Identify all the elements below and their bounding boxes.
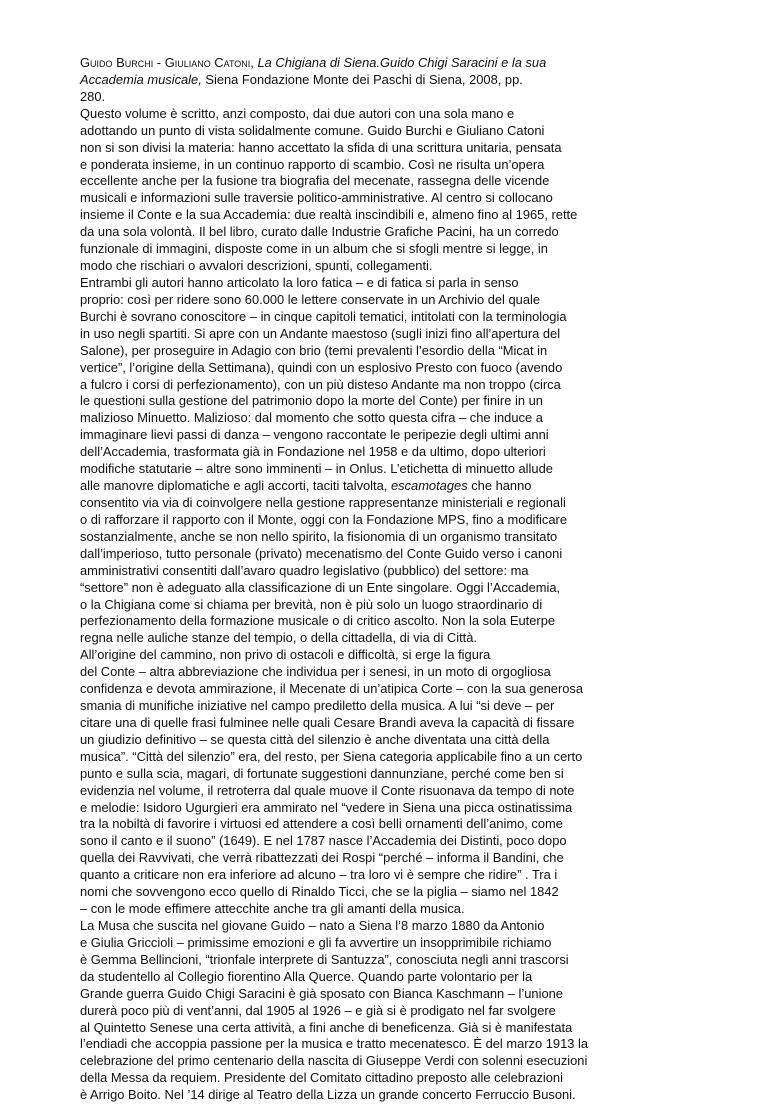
text-line: citare una di quelle frasi fulminee nelle quali Cesare Brandi aveva la capacità di fissare [80,714,575,730]
text-line: nomi che sovvengono ecco quello di Rinaldo Ticci, che se la piglia – siamo nel 1842 [80,884,559,900]
text-line: confidenza e devota ammirazione, il Mecenate di un’atipica Corte – con la sua generosa [80,681,584,697]
text-line: è Arrigo Boito. Nel ’14 dirige al Teatro della Lizza un grande concerto Ferruccio Busoni. [80,1087,576,1103]
text-line: smania di munifiche iniziative nel campo prediletto della musica. A lui “si deve – per [80,698,555,714]
text-line: o la Chigiana come si chiama per brevità, non è più solo un luogo straordinario di [80,596,543,612]
text-line: celebrazione del primo centenario della nascita di Giuseppe Verdi con solenni esecuzioni [80,1053,588,1069]
text-line: le questioni sulla gestione del patrimonio dopo la morte del Conte) per finire in un [80,393,543,409]
text-line: proprio: così per ridere sono 60.000 le lettere conservate in un Archivio del quale [80,291,541,307]
text-line: non si son divisi la materia: hanno accettato la sfida di una scrittura unitaria, pensata [80,139,562,155]
text-line: e ponderata insieme, in un continuo rapporto di scambio. Così ne risulta un’opera [80,156,545,172]
text-line: un giudizio definitivo – se questa città del silenzio è anche diventata una città della [80,731,550,747]
text-line: quanto a criticare non era inferiore ad alcuno – tra loro vi è sempre che ridire” . Tra i [80,867,558,883]
page-count: 280. [80,88,106,104]
text-line: quella dei Ravvivati, che verrà ribattezzati dei Rospi “perché – informa il Bandini, che [80,850,564,866]
text-line: Questo volume è scritto, anzi composto, dai due autori con una sola mano e [80,105,515,121]
text-line: “settore” non è adeguato alla classificazione di un Ente singolare. Oggi l’Accademia, [80,579,561,595]
text-line: dall’imperioso, tutto personale (privato) mecenatismo del Conte Guido verso i canoni [80,545,563,561]
text-line: e melodie: Isidoro Ugurgieri era ammirato nel “vedere in Siena una picca ostinatissima [80,799,573,815]
book-title: La Chigiana di Siena.Guido Chigi Saracini e la sua [257,55,547,70]
text-line: al Quintetto Senese una certa attività, a fini anche di beneficenza. Già si è manifestata [80,1019,573,1035]
text-line: malizioso Minuetto. Malizioso: dal momento che sotto questa cifra – che induce a [80,410,543,426]
text-line: Salone), per proseguire in Adagio con brio (temi prevalenti l’esordio della “Micat in [80,342,548,358]
review-body-text [80,106,760,1104]
text-line: punto e sulla scia, magari, di fortunate suggestioni dannunziane, perché come ben si [80,765,564,781]
text-line: alle manovre diplomatiche e agli accorti, taciti talvolta, escamotages che hanno [80,478,532,494]
text-line: eccellente anche per la fusione tra biografia del mecenate, rassegna delle vicende [80,173,550,189]
author-name: Giuliano Catoni [164,55,251,70]
text-line: o di rafforzare il rapporto con il Monte, oggi con la Fondazione MPS, fino a modificare [80,511,567,527]
text-line: in uso negli spartiti. Si apre con un Andante maestoso (sugli inizi fino all’apertura del [80,325,561,341]
text-line: vertice”, l’origine della Settimana), quindi con un esplosivo Presto con fuoco (avendo [80,359,563,375]
text-line: perfezionamento della formazione musicale o di critico ascolto. Non la sola Euterpe [80,613,556,629]
text-line: dell’Accademia, trasformata già in Fondazione nel 1958 e da ultimo, dopo ulteriori [80,444,546,460]
text-line: regna nelle auliche stanze del tempio, o della cittadella, di via di Città. [80,630,477,646]
text-line: evidenzia nel volume, il retroterra dal quale muove il Conte risuonava da tempo di note [80,782,575,798]
publisher-info: Siena Fondazione Monte dei Paschi di Siena, 2008, pp. [201,71,523,87]
text-line: l’endiadi che accoppia passione per la musica e tratto mecenatesco. È del marzo 1913 la [80,1036,589,1052]
text-line: sono il canto e il suono” (1649). E nel 1787 nasce l’Accademia dei Distinti, poco dopo [80,833,567,849]
text-line: amministrativi consentiti dall’avaro quadro legislativo (pubblico) del settore: ma [80,562,529,578]
text-line: Burchi è sovrano conoscitore – in cinque capitoli tematici, intitolati con la terminologia [80,308,567,324]
text-line: – con le mode effimere attecchite anche tra gli amanti della musica. [80,901,465,917]
text-line: musicali e informazioni sulle traversie politico-amministrative. Al centro si collocano [80,190,553,206]
text-line: del Conte – altra abbreviazione che individua per i senesi, in un moto di orgogliosa [80,664,551,680]
text-line: della Messa da requiem. Presidente del Comitato cittadino preposto alle celebrazioni [80,1070,563,1086]
author-name: Guido Burchi [80,55,154,70]
text-line: durerà poco più di vent’anni, dal 1905 al 1926 – e già si è prodigato nel far svolgere [80,1002,556,1018]
text-line: All’origine del cammino, non privo di ostacoli e difficoltà, si erge la figura [80,647,491,663]
text-line: e Giulia Griccioli – primissime emozioni e gli fa avvertire un insopprimibile richiamo [80,934,552,950]
text-line: da una sola volontà. Il bel libro, curato dalle Industrie Grafiche Pacini, ha un corredo [80,224,559,240]
text-line: musica”. “Città del silenzio” era, del resto, per Siena categoria applicabile fino a un certo [80,748,583,764]
text-line: modifiche statutarie – altre sono imminenti – in Onlus. L’etichetta di minuetto allude [80,461,553,477]
text-line: tra la nobiltà di favorire i virtuosi ed attendere a così belli ornamenti dell’animo, come [80,816,563,832]
author-separator: - [153,55,165,70]
citation-line-1 [80,55,760,72]
book-title-continued: Accademia musicale, [80,71,202,87]
text-line: consentito via via di coinvolgere nella gestione rappresentanze ministeriali e regionali [80,494,566,510]
text-line: La Musa che suscita nel giovane Guido – nato a Siena l’8 marzo 1880 da Antonio [80,918,545,934]
text-line: funzionale di immagini, disposte come in un album che si sfogli mentre si legge, in [80,241,548,257]
italic-term: escamotages [390,478,468,494]
citation-comma: , [250,55,258,70]
text-line: a fulcro i corsi di perfezionamento), con un più disteso Andante ma non troppo (circa [80,376,561,392]
book-review-page [80,55,760,1104]
citation-line-2 [80,72,760,89]
text-line: modo che rischiari o avvalori descrizioni, spunti, collegamenti. [80,258,433,274]
text-line: adottando un punto di vista solidalmente comune. Guido Burchi e Giuliano Catoni [80,122,545,138]
text-line: sostanzialmente, anche se non nello spirito, la fisionomia di un organismo transitato [80,528,558,544]
text-line: Entrambi gli autori hanno articolato la loro fatica – e di fatica si parla in senso [80,274,519,290]
text-line: insieme il Conte e la sua Accademia: due realtà inscindibili e, almeno fino al 1965, rette [80,207,578,223]
text-line: è Gemma Bellincioni, “trionfale interprete di Santuzza”, conosciuta negli anni trascorsi [80,951,569,967]
text-line: da studentello al Collegio fiorentino Alla Querce. Quando parte volontario per la [80,968,533,984]
text-line: Grande guerra Guido Chigi Saracini è già sposato con Bianca Kaschmann – l’unione [80,985,563,1001]
text-line: immaginare lievi passi di danza – vengono raccontate le peripezie degli ultimi anni [80,427,549,443]
